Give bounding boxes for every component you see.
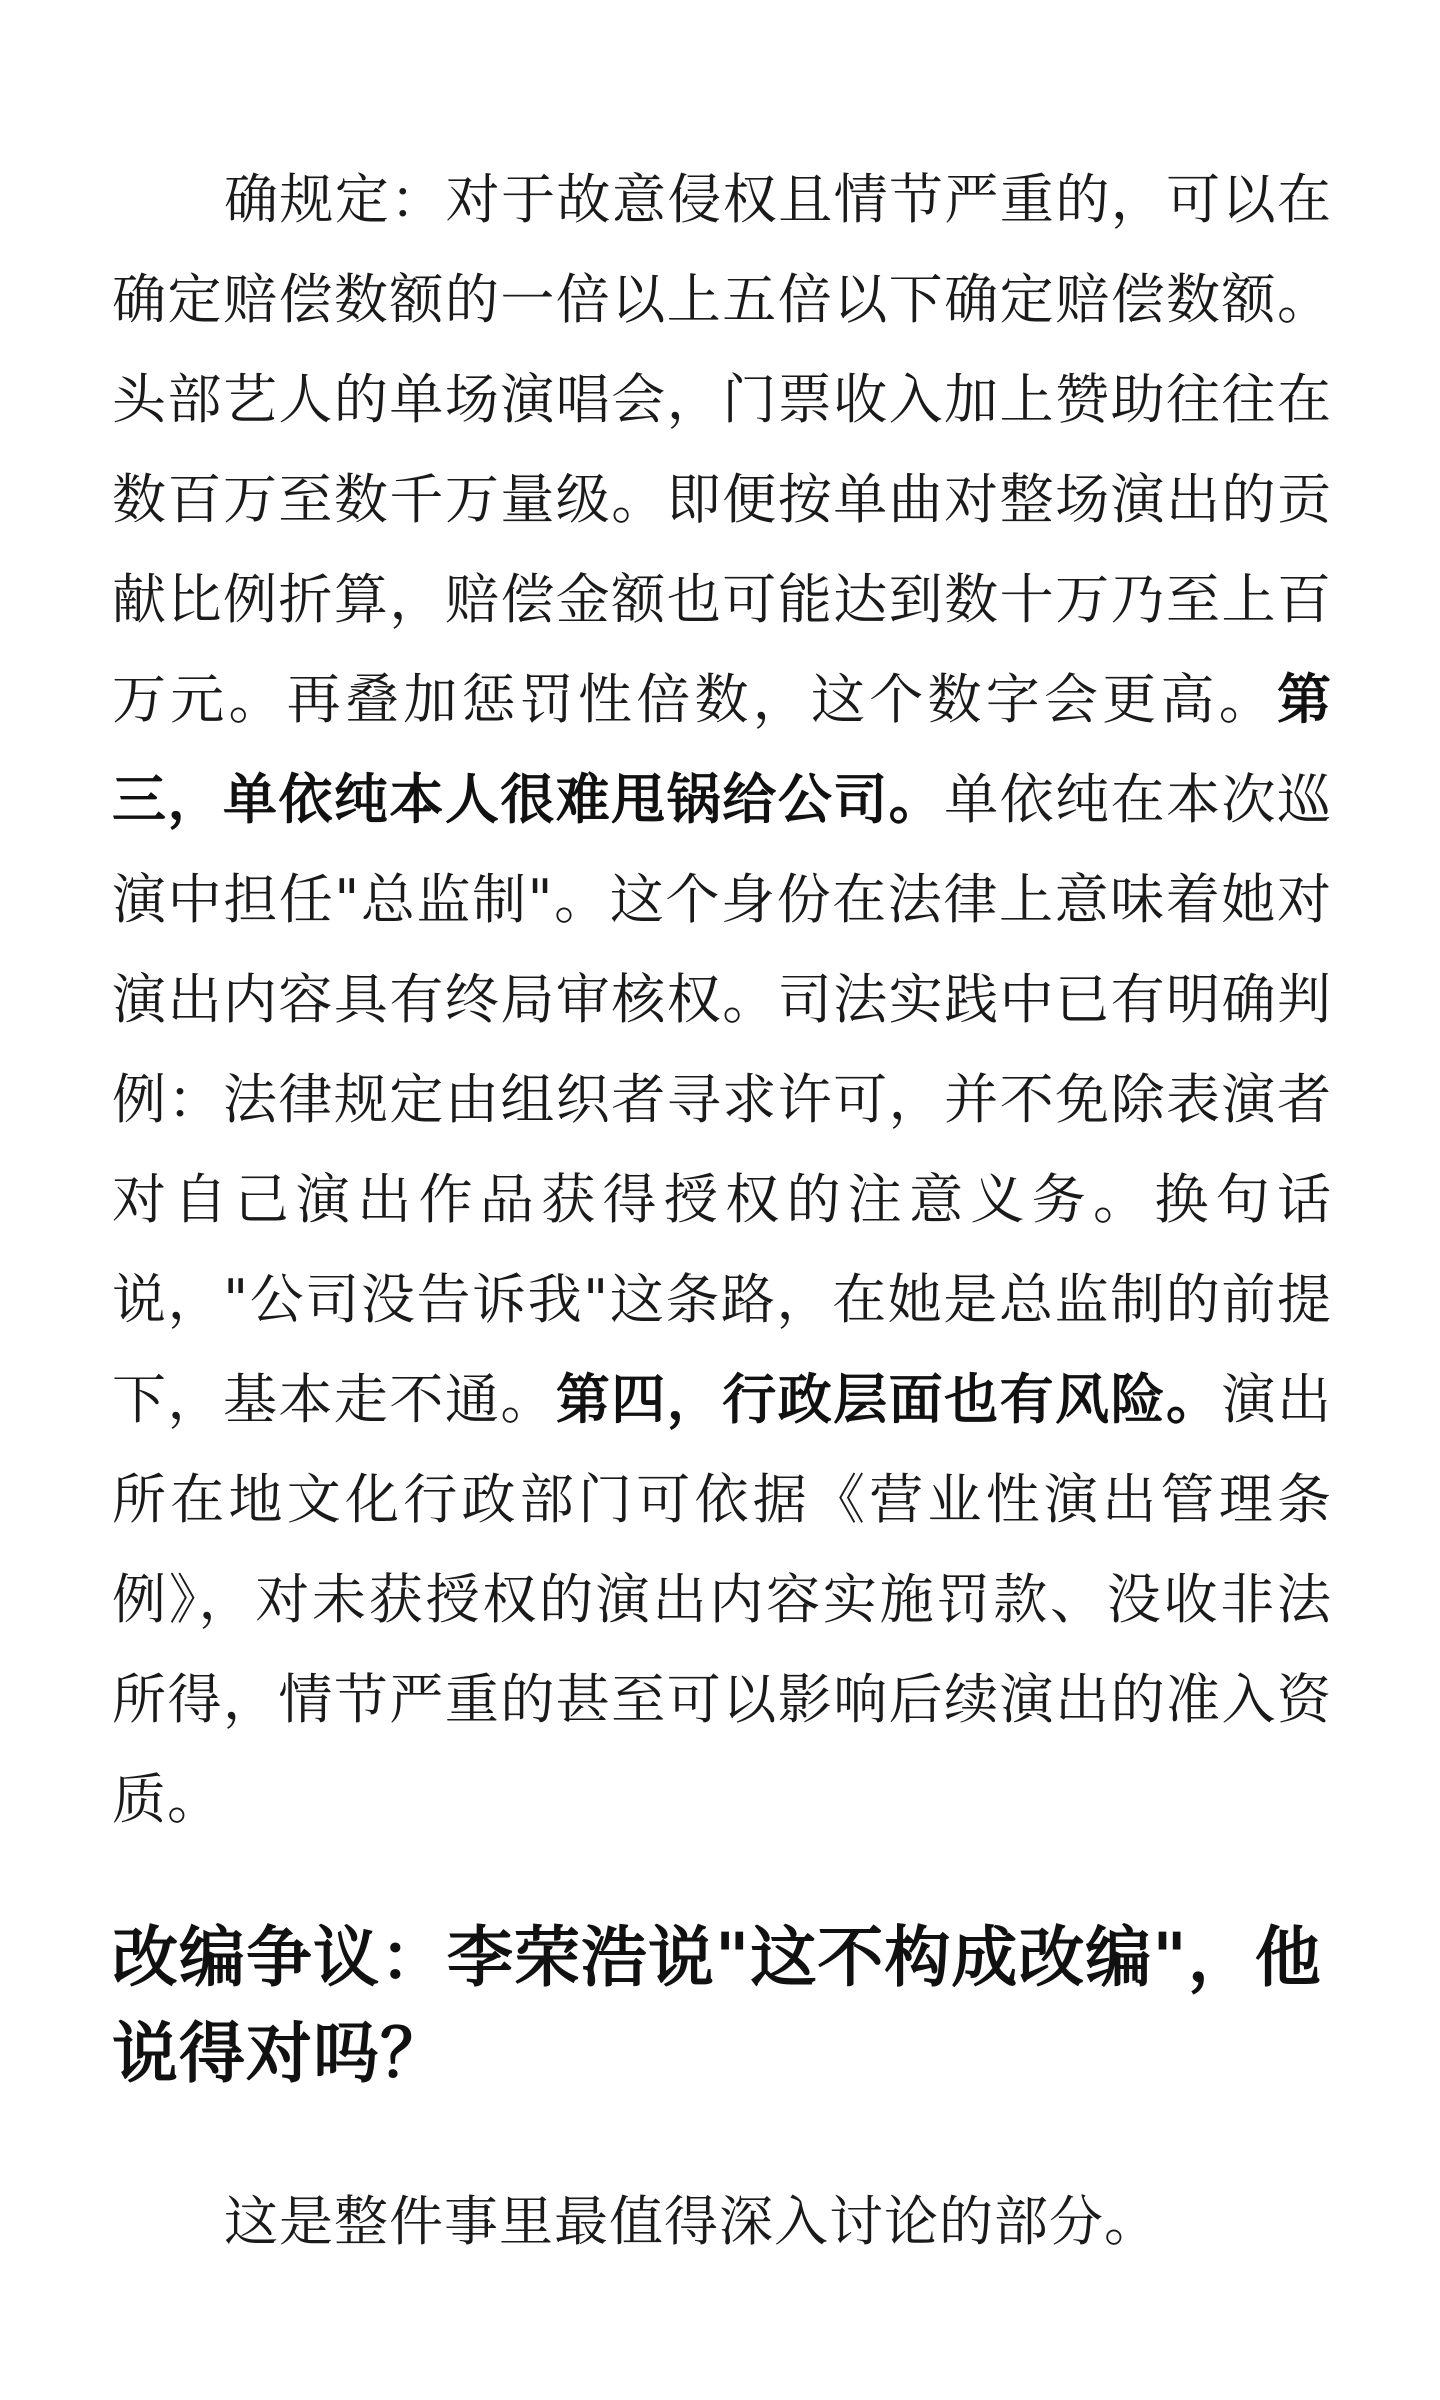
article-paragraph-2: 这是整件事里最值得深入讨论的部分。 bbox=[224, 2190, 1159, 2253]
paragraph-text: 单依纯在本次巡演中担任"总监制"。这个身份在法律上意味着她对演出内容具有终局审核权。司法实践中已有明确判例：法律规定由组织者寻求许可，并不免除表演者对自己演出作品获得授权的注意义务。换句话说，"公司没告诉我"这条路，在她是总监制的前提下，基本走不通。 bbox=[112, 768, 1333, 1431]
article-paragraph bbox=[112, 150, 1332, 1850]
bold-point-four: 第四，行政层面也有风险。 bbox=[555, 1368, 1222, 1431]
paragraph-text: 演出所在地文化行政部门可依据《营业性演出管理条例》，对未获授权的演出内容实施罚款、没收非法所得，情节严重的甚至可以影响后续演出的准入资质。 bbox=[112, 1368, 1333, 1831]
article-body bbox=[112, 150, 1332, 2272]
paragraph-text: 确规定：对于故意侵权且情节严重的，可以在确定赔偿数额的一倍以上五倍以下确定赔偿数额。头部艺人的单场演唱会，门票收入加上赞助往往在数百万至数千万量级。即便按单曲对整场演出的贡献比例折算，赔偿金额也可能达到数十万乃至上百万元。再叠加惩罚性倍数，这个数字会更高。 bbox=[112, 168, 1332, 731]
bold-point-three: 第三，单依纯本人很难甩锅给公司。 bbox=[112, 668, 1332, 831]
section-heading: 改编争议：李荣浩说"这不构成改编"，他说得对吗？ bbox=[112, 1919, 1322, 2092]
